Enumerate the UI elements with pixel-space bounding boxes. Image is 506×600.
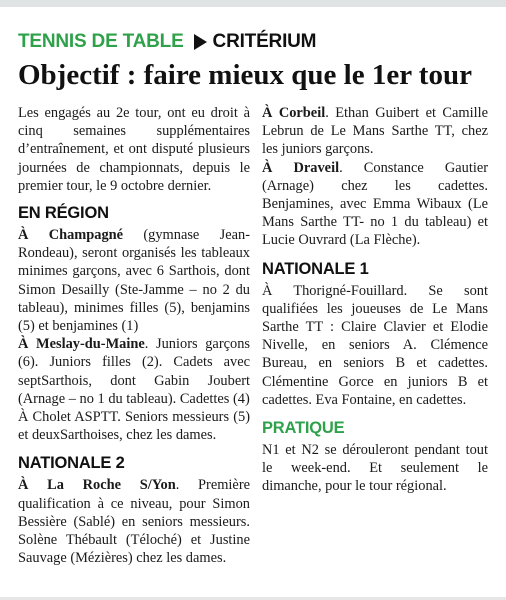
paragraph-draveil [262,159,488,250]
place-corbeil: À Corbeil [262,105,326,121]
paragraph-corbeil [262,104,488,159]
paragraph-thorigne: À Thorigné-Fouillard. Se sont qualifiées les joueuses de Le Mans Sarthe TT : Claire Clavier et Elodie Nivelle, en seniors A. Clémence Bureau, en seniors B et cadettes. Clémentine Gorce en juniors B et cadettes. Eva Fontaine, en cadettes. [262,282,488,408]
rubric [18,30,316,54]
article-column-right [262,104,488,496]
place-draveil: À Draveil [262,159,340,176]
heading-nationale-1: NATIONALE 1 [262,259,369,278]
paragraph-meslay [18,335,250,408]
top-border [0,0,506,7]
paragraph-la-roche [18,476,250,567]
heading-en-region: EN RÉGION [18,204,109,223]
heading-pratique: PRATIQUE [262,419,345,438]
paragraph-pratique: N1 et N2 se dérouleront pendant tout le week-end. Et seulement le dimanche, pour le tour régional. [262,442,488,495]
place-champagne: À Champagné [18,227,124,244]
text-la-roche: . Première qualification à ce niveau, pour Simon Bessière (Sablé) en seniors messieurs. Solène Thébault (Téloché) et Justine Sauvage (Mézières) chez les dames. [18,477,250,567]
text-corbeil: . Ethan Guibert et Camille Lebrun de Le Mans Sarthe TT, chez les juniors garçons. [262,105,488,158]
text-champagne: (gymnase Jean-Rondeau), seront organisés les tableaux minimes garçons, avec 6 Sarthois, dont Simon Desailly (Ste-Jamme – no 2 du tableau), minimes filles (5), benjamins (5) et benjamines (1) [18,227,250,335]
triangle-right-icon [194,34,207,50]
place-meslay: À Meslay-du-Maine [18,336,145,353]
rubric-subsection: CRITÉRIUM [212,31,317,52]
rubric-section: TENNIS DE TABLE [18,31,184,52]
intro-paragraph: Les engagés au 2e tour, ont eu droit à cinq semaines supplémentaires d’entraînement, et ont disputé plusieurs journées de championnats, depuis le premier tour, le 9 octobre dernier. [18,105,250,194]
headline: Objectif : faire mieux que le 1er tour [18,59,472,91]
article-column-left [18,104,250,567]
paragraph-cholet: À Cholet ASPTT. Seniors messieurs (5) et deuxSarthoises, chez les dames. [18,409,250,444]
place-la-roche: À La Roche S/Yon [18,477,176,494]
paragraph-champagne [18,226,250,335]
text-meslay: . Juniors garçons (6). Juniors filles (2). Cadets avec septSarthois, dont Gabin Joubert (Arnage – no 1 du tableau). Cadettes (4) [18,336,250,407]
text-draveil: . Constance Gautier (Arnage) chez les cadettes. Benjamines, avec Emma Wibaux (Le Mans Sarthe TT- no 1 du tableau) et Lucie Ouvrard (La Flèche). [262,159,489,249]
heading-nationale-2: NATIONALE 2 [18,454,125,473]
